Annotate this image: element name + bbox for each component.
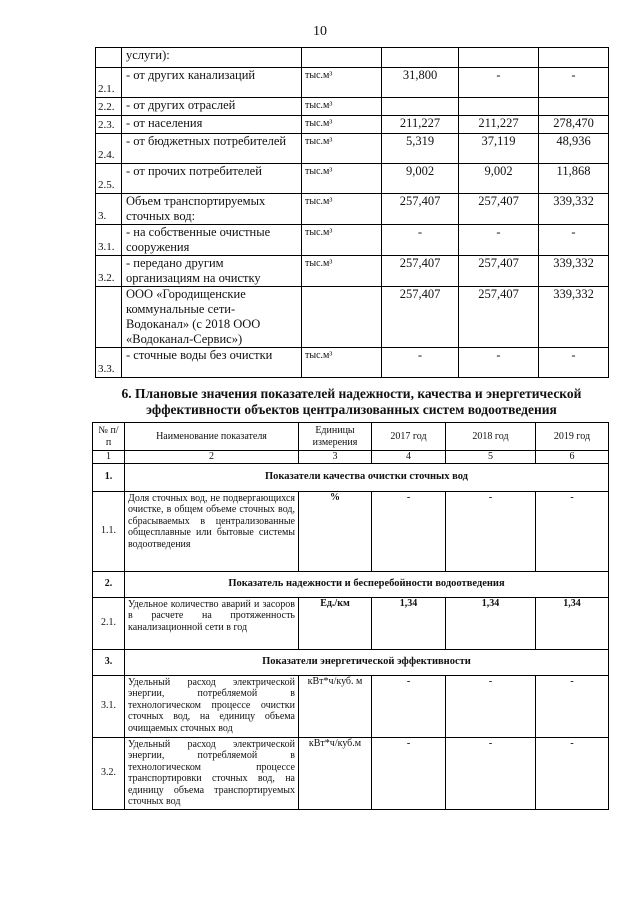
row-num: 3.2. (93, 737, 125, 809)
indicator-name: Удельный расход электрической энергии, потребляемой в технологическом процессе транспортировки сточных вод, на единицу объема транспортируемых сточных вод (125, 737, 299, 809)
row-num: 3.2. (96, 256, 122, 287)
section-heading: 6. Плановые значения показателей надежности, качества и энергетической эффективности объектов централизованных систем водоотведения (121, 386, 582, 417)
value-col-5 (459, 98, 539, 116)
unit-cell: тыс.м³ (302, 225, 382, 256)
value-col-4: 257,407 (382, 287, 459, 348)
section-title: Показатели качества очистки сточных вод (125, 463, 609, 491)
value-col-5: 257,407 (459, 256, 539, 287)
indicator-name: - на собственные очистные сооружения (122, 225, 302, 256)
value-col-6 (539, 48, 609, 68)
value-col-6: 278,470 (539, 116, 609, 134)
colnum-4: 4 (372, 451, 446, 464)
indicator-name: Доля сточных вод, не подвергающихся очистке, в общем объеме сточных вод, сбрасываемых в централизованные общесплавные или бытовые системы водоотведения (125, 491, 299, 571)
value-2017: - (372, 675, 446, 737)
value-col-5: 211,227 (459, 116, 539, 134)
value-col-6: 339,332 (539, 256, 609, 287)
value-2018: - (446, 675, 536, 737)
row-num: 2.5. (96, 164, 122, 194)
indicator-name: - от других отраслей (122, 98, 302, 116)
header-unit: Единицы измерения (299, 423, 372, 451)
volume-table (95, 47, 609, 378)
table-row (96, 116, 609, 134)
indicator-name: - сточные воды без очистки (122, 348, 302, 378)
row-num: 3.1. (93, 675, 125, 737)
indicator-name: услуги): (122, 48, 302, 68)
unit-cell: Ед./км (299, 597, 372, 649)
row-num: 1.1. (93, 491, 125, 571)
section-title: Показатель надежности и бесперебойности водоотведения (125, 571, 609, 597)
value-col-6: 48,936 (539, 134, 609, 164)
value-col-6: 339,332 (539, 194, 609, 225)
table-row (93, 675, 609, 737)
unit-cell: кВт*ч/куб. м (299, 675, 372, 737)
unit-cell: кВт*ч/куб.м (299, 737, 372, 809)
value-col-4: 9,002 (382, 164, 459, 194)
value-col-4: 211,227 (382, 116, 459, 134)
section-title: Показатели энергетической эффективности (125, 649, 609, 675)
value-2019: - (536, 675, 609, 737)
row-num: 2.1. (96, 68, 122, 98)
unit-cell: тыс.м³ (302, 68, 382, 98)
indicator-name: Объем транспортируемых сточных вод: (122, 194, 302, 225)
value-col-5: 257,407 (459, 194, 539, 225)
page-number: 10 (313, 24, 327, 39)
value-col-6: - (539, 348, 609, 378)
value-col-4: 31,800 (382, 68, 459, 98)
row-num: 3.1. (96, 225, 122, 256)
table-row (96, 287, 609, 348)
unit-cell (302, 48, 382, 68)
indicator-name: - от прочих потребителей (122, 164, 302, 194)
row-num: 2.2. (96, 98, 122, 116)
value-col-6: 339,332 (539, 287, 609, 348)
row-num (96, 287, 122, 348)
header-row (93, 423, 609, 451)
value-2017: - (372, 491, 446, 571)
value-2018: - (446, 491, 536, 571)
header-2018: 2018 год (446, 423, 536, 451)
section-num: 2. (93, 571, 125, 597)
indicator-name: Удельное количество аварий и засоров в расчете на протяженность канализационной сети в год (125, 597, 299, 649)
unit-cell: тыс.м³ (302, 348, 382, 378)
value-col-4 (382, 98, 459, 116)
value-2018: 1,34 (446, 597, 536, 649)
table-row (96, 225, 609, 256)
value-col-5: - (459, 225, 539, 256)
value-2017: 1,34 (372, 597, 446, 649)
unit-cell: тыс.м³ (302, 164, 382, 194)
table-row (93, 597, 609, 649)
value-2018: - (446, 737, 536, 809)
indicators-table (92, 422, 609, 810)
table-row (96, 256, 609, 287)
header-num: № п/п (93, 423, 125, 451)
value-col-5: - (459, 68, 539, 98)
colnum-6: 6 (536, 451, 609, 464)
row-num: 3.3. (96, 348, 122, 378)
section-row (93, 649, 609, 675)
header-2019: 2019 год (536, 423, 609, 451)
colnum-5: 5 (446, 451, 536, 464)
value-col-5: 257,407 (459, 287, 539, 348)
value-col-6 (539, 98, 609, 116)
value-col-4: 5,319 (382, 134, 459, 164)
indicator-name: - от бюджетных потребителей (122, 134, 302, 164)
unit-cell: тыс.м³ (302, 256, 382, 287)
indicator-name: ООО «Городищенские коммунальные сети-Водоканал» (с 2018 ООО «Водоканал-Сервис») (122, 287, 302, 348)
value-col-6: 11,868 (539, 164, 609, 194)
unit-cell (302, 287, 382, 348)
table-row (96, 164, 609, 194)
indicator-name: Удельный расход электрической энергии, потребляемой в технологическом процессе очистки сточных вод, на единицу объема очищаемых сточных вод (125, 675, 299, 737)
value-col-6: - (539, 68, 609, 98)
row-num (96, 48, 122, 68)
table-row (93, 737, 609, 809)
section-row (93, 571, 609, 597)
table-row (96, 98, 609, 116)
value-col-5 (459, 48, 539, 68)
row-num: 2.3. (96, 116, 122, 134)
section-num: 1. (93, 463, 125, 491)
value-2019: 1,34 (536, 597, 609, 649)
table-row (96, 194, 609, 225)
table-row (96, 348, 609, 378)
value-2017: - (372, 737, 446, 809)
unit-cell: тыс.м³ (302, 134, 382, 164)
row-num: 2.4. (96, 134, 122, 164)
colnum-3: 3 (299, 451, 372, 464)
header-name: Наименование показателя (125, 423, 299, 451)
unit-cell: % (299, 491, 372, 571)
header-2017: 2017 год (372, 423, 446, 451)
table-row (96, 48, 609, 68)
column-number-row (93, 451, 609, 464)
value-col-5: 37,119 (459, 134, 539, 164)
value-col-5: 9,002 (459, 164, 539, 194)
table-row (93, 491, 609, 571)
unit-cell: тыс.м³ (302, 116, 382, 134)
colnum-2: 2 (125, 451, 299, 464)
table-row (96, 134, 609, 164)
value-col-4 (382, 48, 459, 68)
value-col-4: - (382, 225, 459, 256)
section-num: 3. (93, 649, 125, 675)
value-2019: - (536, 737, 609, 809)
row-num: 3. (96, 194, 122, 225)
value-col-4: 257,407 (382, 256, 459, 287)
value-col-5: - (459, 348, 539, 378)
unit-cell: тыс.м³ (302, 194, 382, 225)
value-col-6: - (539, 225, 609, 256)
value-col-4: - (382, 348, 459, 378)
value-2019: - (536, 491, 609, 571)
value-col-4: 257,407 (382, 194, 459, 225)
indicator-name: - от населения (122, 116, 302, 134)
colnum-1: 1 (93, 451, 125, 464)
unit-cell: тыс.м³ (302, 98, 382, 116)
indicator-name: - от других канализаций (122, 68, 302, 98)
section-row (93, 463, 609, 491)
row-num: 2.1. (93, 597, 125, 649)
indicator-name: - передано другим организациям на очистку (122, 256, 302, 287)
table-row (96, 68, 609, 98)
